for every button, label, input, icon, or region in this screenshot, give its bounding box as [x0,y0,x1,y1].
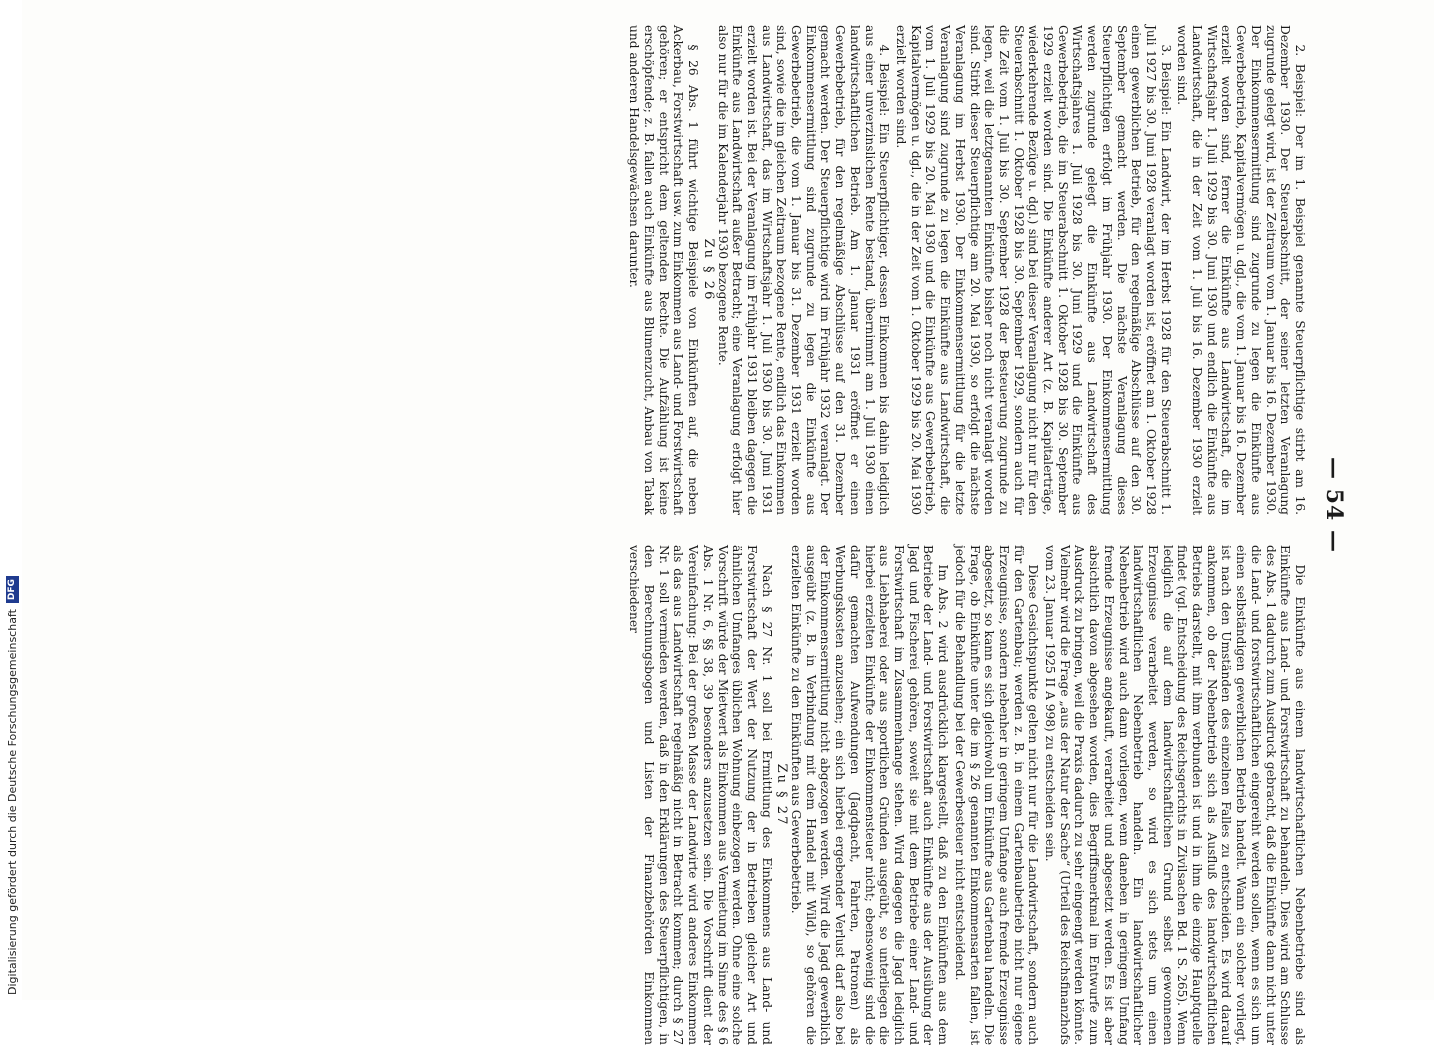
paragraph-section-26: § 26 Abs. 1 führt wichtige Beispiele von Einkünften auf, die neben Ackerbau, Forstwirtschaft usw. zum Einkommen aus Land- und Forstwirtschaft gehören; er entspricht dem geltenden Rechte. Die Aufzählung ist keine erschöpfende; z. B. fallen auch Einkünfte aus Blumenzucht, Anbau von Tabak und anderen Handelsgewächsen darunter. [627,25,701,515]
paragraph-jagd: Im Abs. 2 wird ausdrücklich klargestellt, daß zu den Einkünften aus dem Betriebe der Land- und Forstwirtschaft auch Einkünfte aus der Ausübung der Jagd und Fischerei gehören, soweit sie mit dem Betriebe einer Land- und Forstwirtschaft im Zusammenhange stehen. Wird dagegen die Jagd lediglich aus Liebhaberei oder aus sportlichen Gründen ausgeübt, so unterliegen die hierbei erzielten Einkünfte der Einkommensteuer nicht; ebensowenig sind die dafür gemachten Aufwendungen (Jagdpacht, Fahrten, Patronen) als Werbungskosten anzusehen; ein sich hierbei ergebender Verlust darf also bei der Einkommensermittlung nicht abgezogen werden. Wird die Jagd gewerblich ausgeübt (z. B. in Verbindung mit dem Handel mit Wild), so gehören die erzielten Einkünfte zu den Einkünften aus Gewerbebetrieb. [789,545,951,1045]
page-number: — 54 — [1321,457,1347,553]
footer-strip [0,0,22,1000]
funding-credit-text: Digitalisierung gefördert durch die Deutsche Forschungsgemeinschaft [5,609,19,995]
paragraph-gartenbau: Diese Gesichtspunkte gelten nicht nur für die Landwirtschaft, sondern auch für den Gartenbau; werden z. B. in einem Gartenbaubetrieb nicht nur eigene Erzeugnisse, sondern nebenher in geringem Umfange auch fremde Erzeugnisse abgesetzt, so kann es sich gleichwohl um Einkünfte aus Gartenbau handeln. Die Frage, ob Einkünfte unter die im § 26 genannten Einkommensarten fallen, ist jedoch für die Behandlung bei der Gewerbesteuer nicht entscheidend. [952,545,1041,1045]
paragraph-section-27: Nach § 27 Nr. 1 soll bei Ermittlung des Einkommens aus Land- und Forstwirtschaft der Wert der Nutzung der in Betrieben gleicher Art und ähnlichen Umfanges üblichen Wohnung einbezogen werden. Ohne eine solche Vorschrift würde der Mietwert als Einkommen aus Vermietung im Sinne des § 6 Abs. 1 Nr. 6, §§ 38, 39 besonders anzusetzen sein. Die Vorschrift dient der Vereinfachung: Bei der großen Masse der Landwirte wird anderes Einkommen als das aus Landwirtschaft regelmäßig nicht in Betracht kommen; durch § 27 Nr. 1 soll vermieden werden, daß in den Erklärungen des Steuerpflichtigen, in den Berechnungsbogen und Listen der Finanzbehörden Einkommen verschiedener [627,545,774,1045]
right-column [627,545,1307,1045]
dfg-logo: DFG [6,576,19,603]
scanned-page [22,0,1434,1045]
page-number-value: 54 [1321,488,1347,522]
paragraph-beispiel-2: 2. Beispiel: Der im 1. Beispiel genannte Steuerpflichtige stirbt am 16. Dezember 1930. Der Steuerabschnitt, der seiner letzten Veranlagung zugrunde gelegt wird, ist der Zeitraum vom 1. Januar bis 16. Dezember 1930. Der Einkommensermittlung sind zugrunde zu legen die Einkünfte aus Gewerbebetrieb, Kapitalvermögen u. dgl., die vom 1. Januar bis 16. Dezember erzielt worden sind, ferner die Einkünfte aus Landwirtschaft, die im Wirtschaftsjahr 1. Juli 1929 bis 30. Juni 1930 und endlich die Einkünfte aus Landwirtschaft, die in der Zeit vom 1. Juli bis 16. Dezember 1930 erzielt worden sind. [1175,25,1307,515]
section-heading-26: Zu § 26 [700,238,716,302]
funding-credit [5,0,19,995]
rotated-page-content [167,25,1347,1045]
section-heading-27: Zu § 27 [774,763,790,827]
paragraph-nebenbetrieb: Die Einkünfte aus einem landwirtschaftlichen Nebenbetriebe sind als Einkünfte aus Land- und Forstwirtschaft zu behandeln. Dies wird am Schlusse des Abs. 1 dadurch zum Ausdruck gebracht, daß die Einkünfte dann nicht unter die Land- und forstwirtschaftlichen eingereiht werden sollen, wenn es sich um einen selbständigen gewerblichen Betrieb handelt. Wann ein solcher vorliegt, ist nach den Umständen des einzelnen Falles zu entscheiden. Es wird darauf ankommen, ob der Nebenbetrieb sich als Ausfluß des landwirtschaftlichen Betriebs darstellt, mit ihm verbunden ist und in ihm die einzige Hauptquelle findet (vgl. Entscheidung des Reichsgerichts in Zivilsachen Bd. 1 S. 265). Wenn lediglich die auf dem landwirtschaftlichen Grund selbst gewonnenen Erzeugnisse verarbeitet werden, so wird es sich stets um einen landwirtschaftlichen Nebenbetrieb handeln. Ein landwirtschaftlicher Nebenbetrieb wird auch dann vorliegen, wenn daneben in geringem Umfang fremde Erzeugnisse angekauft, verarbeitet und abgesetzt werden. Es ist aber absichtlich davon abgesehen worden, dies Begriffsmerkmal im Entwurfe zum Ausdruck zu bringen, weil die Praxis dadurch zu sehr eingeengt werden könnte. Vielmehr wird die Frage „aus der Natur der Sache“ (Urteil des Reichsfinanzhofs vom 23. Januar 1925 II A 998) zu entscheiden sein. [1043,545,1307,1045]
left-column [627,25,1307,515]
paragraph-beispiel-4: 4. Beispiel: Ein Steuerpflichtiger, dessen Einkommen bis dahin lediglich aus einer unverzinslichen Rente bestand, übernimmt am 1. Juli 1930 einen landwirtschaftlichen Betrieb. Am 1. Januar 1931 eröffnet er einen Gewerbebetrieb, für den regelmäßige Abschlüsse auf den 31. Dezember gemacht werden. Der Steuerpflichtige wird im Frühjahr 1932 veranlagt. Der Einkommensermittlung sind zugrunde zu legen die Einkünfte aus Gewerbebetrieb, die vom 1. Januar bis 31. Dezember 1931 erzielt worden sind, sowie die im gleichen Zeitraum bezogene Rente, endlich das Einkommen aus Landwirtschaft, das im Wirtschaftsjahr 1. Juli 1930 bis 30. Juni 1931 erzielt worden ist. Bei der Veranlagung im Frühjahr 1931 bleiben dagegen die Einkünfte aus Landwirtschaft außer Betracht; eine Veranlagung erfolgt hier also nur für die im Kalenderjahr 1930 bezogene Rente. [715,25,892,515]
paragraph-beispiel-3: 3. Beispiel: Ein Landwirt, der im Herbst 1928 für den Steuerabschnitt 1. Juli 1927 bis 30. Juni 1928 veranlagt worden ist, eröffnet am 1. Oktober 1928 einen gewerblichen Betrieb, für den regelmäßige Abschlüsse auf den 30. September gemacht werden. Die nächste Veranlagung dieses Steuerpflichtigen erfolgt im Frühjahr 1930. Der Einkommensermittlung werden zugrunde gelegt die Einkünfte aus Landwirtschaft des Wirtschaftsjahres 1. Juli 1928 bis 30. Juni 1929 und die Einkünfte aus Gewerbebetrieb, die im Steuerabschnitt 1. Oktober 1928 bis 30. September 1929 erzielt worden sind. Die Einkünfte anderer Art (z. B. Kapitalerträge, wiederkehrende Bezüge u. dgl.) sind bei dieser Veranlagung nicht nur für den Steuerabschnitt 1. Oktober 1928 bis 30. September 1929, sondern auch für die Zeit vom 1. Juli bis 30. September 1928 der Besteuerung zugrunde zu legen, weil die letztgenannten Einkünfte bisher noch nicht veranlagt worden sind. Stirbt dieser Steuerpflichtige am 20. Mai 1930, so erfolgt die nächste Veranlagung im Herbst 1930. Der Einkommensermittlung für die letzte Veranlagung sind zugrunde zu legen die Einkünfte aus Landwirtschaft, die vom 1. Juli 1929 bis 20. Mai 1930 und die Einkünfte aus Gewerbebetrieb, Kapitalvermögen u. dgl., die in der Zeit vom 1. Oktober 1929 bis 20. Mai 1930 erzielt worden sind. [894,25,1173,515]
